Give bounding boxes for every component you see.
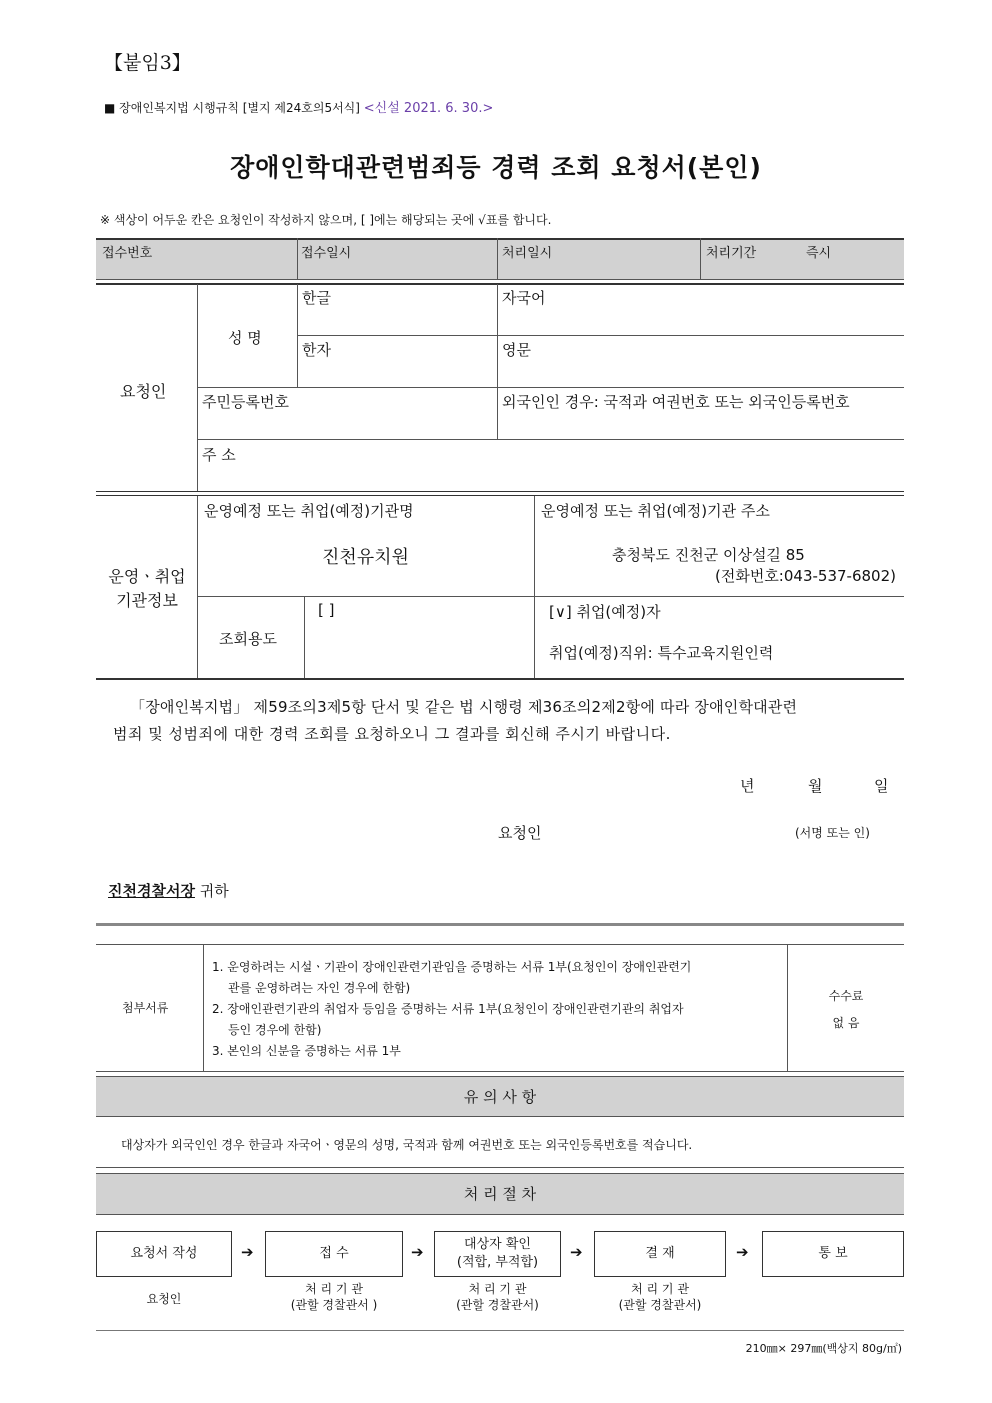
step-actor-line-2: (관할 경찰관서)	[456, 1298, 539, 1312]
procedure-step-receipt	[265, 1231, 403, 1277]
procedure-step-request	[96, 1231, 232, 1277]
step-actor	[434, 1281, 561, 1313]
addressee	[108, 880, 229, 901]
foreigner-id-field[interactable]: 외국인인 경우: 국적과 여권번호 또는 외국인등록번호	[502, 393, 850, 411]
attachment-item-2b: 등인 경우에 한함)	[228, 1023, 322, 1037]
fee-value: 없 음	[832, 1016, 860, 1030]
hanja-name-field[interactable]: 한자	[302, 341, 331, 359]
receipt-date-label: 접수일시	[301, 246, 352, 261]
attachment-label: 【붙임3】	[104, 52, 191, 74]
institution-section-label-2: 기관정보	[116, 591, 178, 610]
attachment-item-1b: 관를 운영하려는 자인 경우에 한함)	[228, 981, 411, 995]
date-year[interactable]: 년	[740, 777, 755, 795]
date-day[interactable]: 일	[874, 777, 889, 795]
institution-name-value[interactable]: 진천유치원	[322, 547, 409, 568]
legal-ref-text: 장애인복지법 시행규칙 [별지 제24호의5서식]	[119, 101, 360, 115]
step-label: 접 수	[319, 1246, 349, 1261]
institution-address-label: 운영예정 또는 취업(예정)기관 주소	[541, 502, 770, 520]
amendment-date: <신설 2021. 6. 30.>	[363, 101, 494, 116]
step-actor-line-1: 처 리 기 관	[468, 1282, 527, 1296]
arrow-right-icon: ➔	[241, 1243, 254, 1261]
purpose-checkbox-1[interactable]: [ ]	[318, 601, 335, 619]
legal-reference	[104, 97, 493, 116]
step-actor	[265, 1281, 403, 1313]
step-actor: 요청인	[146, 1292, 182, 1306]
form-note: ※ 색상이 어두운 칸은 요청인이 작성하지 않으며, [ ]에는 해당되는 곳에 √표를 합니다.	[100, 213, 552, 227]
request-text-line-2: 범죄 및 성범죄에 대한 경력 조회를 요청하오니 그 결과를 회신해 주시기 바랍니다.	[113, 725, 671, 743]
attachment-item-3: 3. 본인의 신분을 증명하는 서류 1부	[212, 1044, 401, 1058]
arrow-right-icon: ➔	[570, 1243, 583, 1261]
attachment-item-2a: 2. 장애인관련기관의 취업자 등임을 증명하는 서류 1부(요청인이 장애인관련기관의 취업자	[212, 1002, 684, 1016]
institution-section-label	[98, 565, 196, 613]
name-label: 성 명	[228, 329, 262, 347]
institution-name-label: 운영예정 또는 취업(예정)기관명	[204, 502, 414, 520]
step-actor-line-1: 처 리 기 관	[305, 1282, 363, 1296]
step-sublabel: (적합, 부적합)	[456, 1255, 539, 1270]
process-date-label: 처리일시	[502, 246, 553, 261]
addressee-name: 진천경찰서장	[108, 882, 195, 900]
step-actor	[594, 1281, 726, 1313]
hangul-name-field[interactable]: 한글	[302, 289, 331, 307]
receipt-row	[96, 238, 904, 279]
bullet-icon: ■	[104, 101, 116, 115]
signature-field[interactable]: (서명 또는 인)	[795, 826, 870, 840]
attachments-label: 첨부서류	[122, 1001, 169, 1015]
step-label: 통 보	[818, 1246, 848, 1261]
purpose-checkbox-employee[interactable]: [∨] 취업(예정)자	[549, 603, 661, 621]
receipt-number-label: 접수번호	[102, 246, 153, 261]
procedure-header: 처 리 절 차	[463, 1185, 537, 1203]
arrow-right-icon: ➔	[736, 1243, 749, 1261]
addressee-suffix: 귀하	[199, 882, 229, 900]
procedure-step-approval	[594, 1231, 726, 1277]
position-value[interactable]: 취업(예정)직위: 특수교육지원인력	[549, 644, 774, 662]
procedure-step-notify	[762, 1231, 904, 1277]
step-actor-line-2: (관할 경찰관서 )	[290, 1298, 378, 1312]
native-name-field[interactable]: 자국어	[502, 289, 546, 307]
notice-header: 유 의 사 항	[463, 1088, 537, 1106]
date-month[interactable]: 월	[808, 777, 823, 795]
signature-label: 요청인	[498, 824, 542, 842]
address-field[interactable]: 주 소	[202, 446, 236, 464]
institution-section-label-1: 운영ㆍ취업	[108, 567, 186, 586]
applicant-section-label: 요청인	[120, 382, 167, 401]
arrow-right-icon: ➔	[411, 1243, 424, 1261]
rrn-field[interactable]: 주민등록번호	[202, 393, 289, 411]
purpose-label: 조회용도	[219, 630, 277, 648]
attachment-item-1a: 1. 운영하려는 시설ㆍ기관이 장애인관련기관임을 증명하는 서류 1부(요청인이 장애인관련기	[212, 960, 692, 974]
institution-address-value[interactable]: 충청북도 진천군 이상설길 85	[612, 546, 805, 564]
step-actor-line-1: 처 리 기 관	[631, 1282, 689, 1296]
step-label: 결 재	[645, 1246, 675, 1261]
procedure-step-verify	[434, 1231, 561, 1277]
fee-label: 수수료	[828, 989, 864, 1003]
paper-spec-footer: 210㎜× 297㎜(백상지 80g/㎡)	[745, 1342, 902, 1355]
step-actor-line-2: (관할 경찰관서)	[618, 1298, 702, 1312]
step-label: 요청서 작성	[130, 1246, 198, 1261]
institution-phone-value[interactable]: (전화번호:043-537-6802)	[715, 567, 896, 585]
process-period-label: 처리기간	[706, 246, 757, 261]
page-title: 장애인학대관련범죄등 경력 조회 요청서(본인)	[230, 153, 762, 182]
step-label: 대상자 확인	[464, 1237, 531, 1252]
english-name-field[interactable]: 영문	[502, 341, 531, 359]
process-period-value: 즉시	[806, 246, 832, 261]
request-text-line-1: 「장애인복지법」 제59조의3제5항 단서 및 같은 법 시행령 제36조의2제2항에 따라 장애인학대관련	[130, 698, 798, 716]
notice-text: 대상자가 외국인인 경우 한글과 자국어ㆍ영문의 성명, 국적과 함께 여권번호 또는 외국인등록번호를 적습니다.	[121, 1138, 693, 1152]
